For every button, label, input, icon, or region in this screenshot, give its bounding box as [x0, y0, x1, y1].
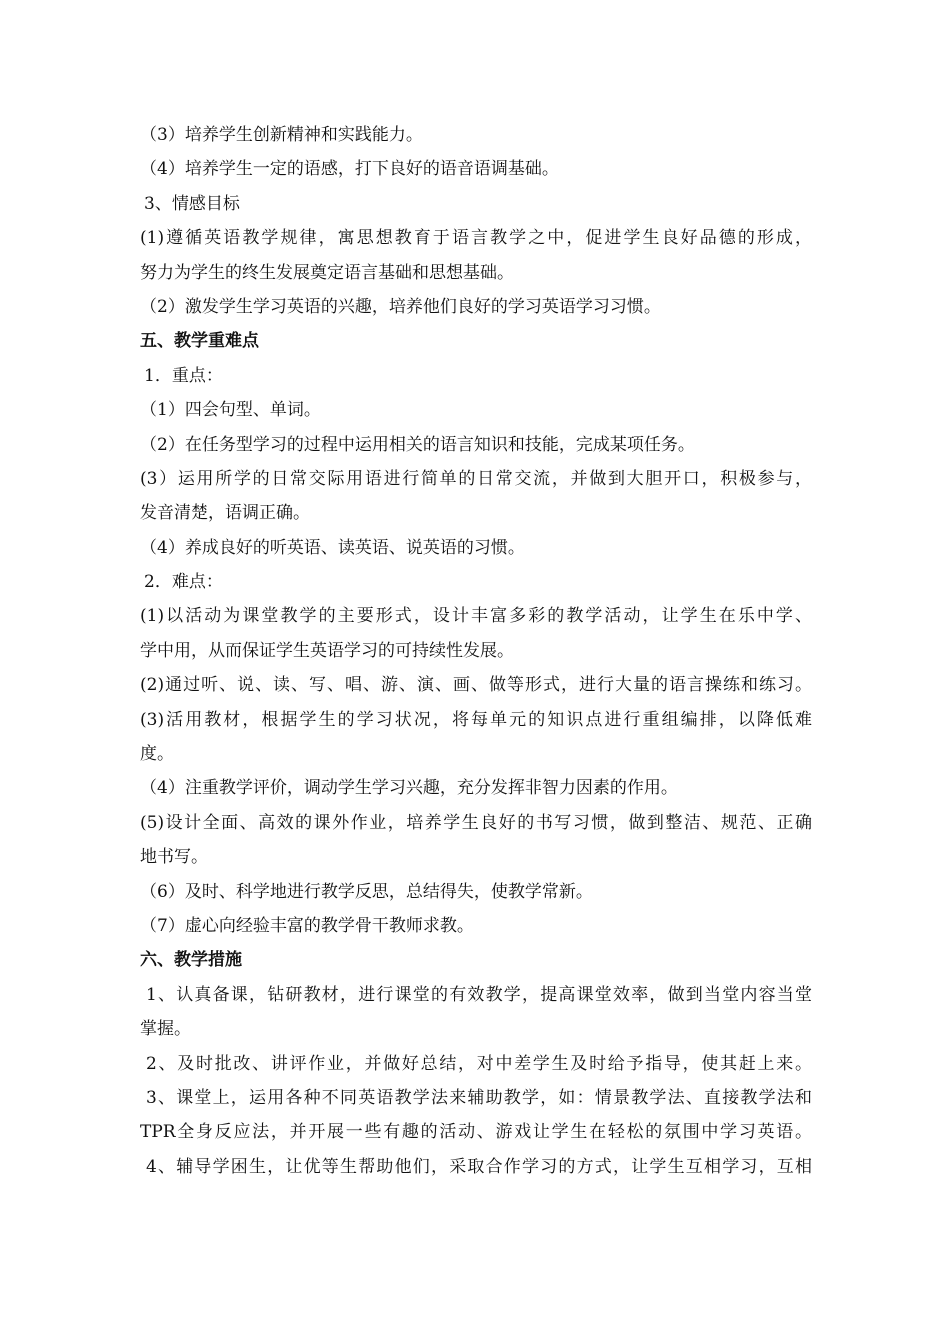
subheading-key-points: 1．重点： — [144, 365, 223, 386]
text-line-20: （4）注重教学评价，调动学生学习兴趣，充分发挥非智力因素的作用。 — [140, 778, 678, 799]
text-line-17: (2)通过听、说、读、写、唱、游、演、画、做等形式，进行大量的语言操练和练习。 — [140, 675, 812, 696]
text-line-4: (1)遵循英语教学规律，寓思想教育于语言教学之中，促进学生良好品德的形成， — [140, 228, 812, 249]
text-line-18: (3)活用教材，根据学生的学习状况，将每单元的知识点进行重组编排，以降低难 — [140, 709, 812, 730]
text-line-13: （4）养成良好的听英语、读英语、说英语的习惯。 — [140, 537, 525, 558]
section-heading-key-points: 五、教学重难点 — [140, 331, 259, 352]
text-line-21: (5)设计全面、高效的课外作业，培养学生良好的书写习惯，做到整洁、规范、正确 — [140, 812, 812, 833]
text-line-27: 掌握。 — [140, 1019, 191, 1040]
text-line-19: 度。 — [140, 744, 174, 765]
section-heading-teaching-measures: 六、教学措施 — [140, 950, 242, 971]
text-line-24: （7）虚心向经验丰富的教学骨干教师求教。 — [140, 915, 474, 936]
text-line-28: 2、及时批改、讲评作业，并做好总结，对中差学生及时给予指导，使其赶上来。 — [146, 1053, 812, 1074]
text-line-29: 3、课堂上，运用各种不同英语教学法来辅助教学，如：情景教学法、直接教学法和 — [146, 1087, 812, 1108]
text-line-30: TPR全身反应法，并开展一些有趣的活动、游戏让学生在轻松的氛围中学习英语。 — [140, 1122, 812, 1143]
text-line-6: （2）激发学生学习英语的兴趣，培养他们良好的学习英语学习习惯。 — [140, 296, 661, 317]
text-line-26: 1、认真备课，钻研教材，进行课堂的有效教学，提高课堂效率，做到当堂内容当堂 — [146, 984, 812, 1005]
text-line-12: 发音清楚，语调正确。 — [140, 503, 310, 524]
text-line-31: 4、辅导学困生，让优等生帮助他们，采取合作学习的方式，让学生互相学习，互相 — [146, 1156, 812, 1177]
text-line-22: 地书写。 — [140, 847, 208, 868]
subheading-emotional-goals: 3、情感目标 — [144, 193, 240, 214]
document-body — [140, 118, 812, 1184]
text-line-5: 努力为学生的终生发展奠定语言基础和思想基础。 — [140, 262, 514, 283]
text-line-1: （3）培养学生创新精神和实践能力。 — [140, 125, 423, 145]
text-line-10: （2）在任务型学习的过程中运用相关的语言知识和技能，完成某项任务。 — [140, 434, 695, 455]
text-line-9: （1）四会句型、单词。 — [140, 400, 321, 421]
text-line-16: 学中用，从而保证学生英语学习的可持续性发展。 — [140, 640, 514, 661]
text-line-2: （4）培养学生一定的语感，打下良好的语音语调基础。 — [140, 159, 559, 180]
subheading-difficult-points: 2．难点： — [144, 572, 223, 593]
text-line-15: (1)以活动为课堂教学的主要形式，设计丰富多彩的教学活动，让学生在乐中学、 — [140, 606, 812, 627]
text-line-23: （6）及时、科学地进行教学反思，总结得失，使教学常新。 — [140, 881, 593, 902]
text-line-11: (3）运用所学的日常交际用语进行简单的日常交流，并做到大胆开口，积极参与， — [140, 468, 812, 489]
